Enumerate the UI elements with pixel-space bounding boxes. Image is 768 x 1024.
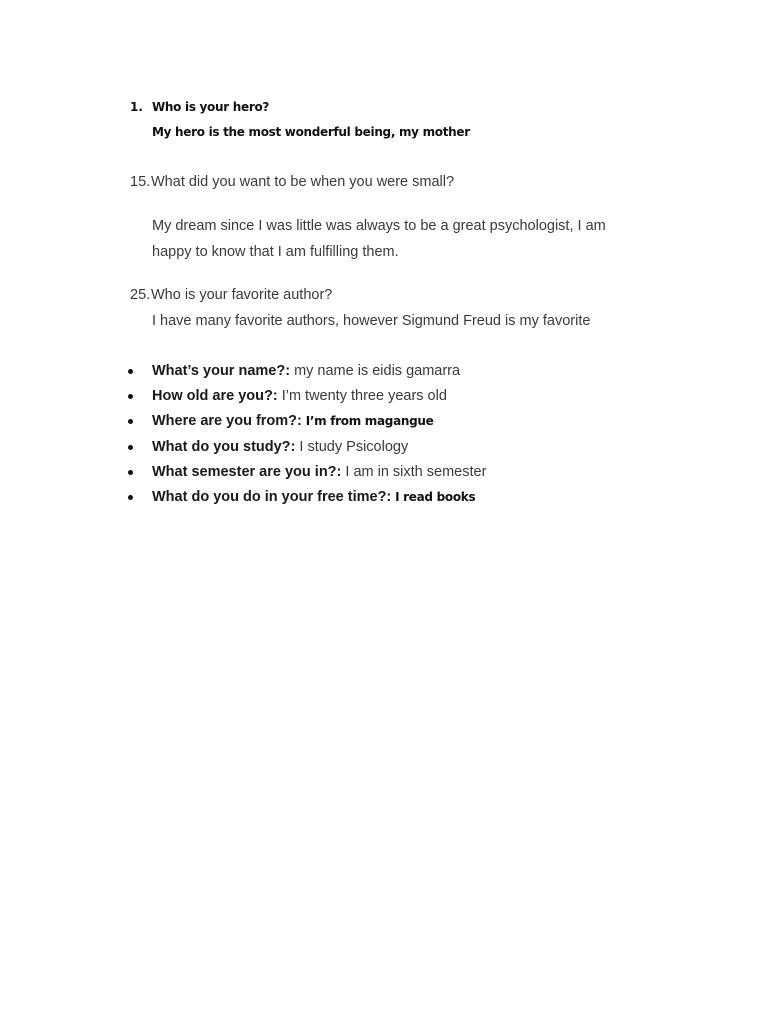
- bullet-question: What do you study?:: [152, 438, 296, 455]
- item-number: 15.: [130, 174, 151, 190]
- question-text: What did you want to be when you were small?: [151, 174, 455, 190]
- bullet-question: What do you do in your free time?:: [152, 488, 392, 505]
- bullet-question: What’s your name?:: [152, 363, 291, 379]
- question-text: Who is your favorite author?: [151, 287, 333, 303]
- question-text: Who is your hero?: [152, 100, 270, 114]
- bullet-question: What semester are you in?:: [152, 463, 342, 480]
- bullet-answer: I’m from magangue: [301, 414, 434, 429]
- bullet-answer: I study Psicology: [295, 438, 409, 455]
- bullet-answer: I am in sixth semester: [341, 463, 487, 480]
- bullet-question: Where are you from?:: [152, 413, 302, 430]
- bullet-answer: I’m twenty three years old: [277, 388, 447, 405]
- bullet-question: How old are you?:: [152, 388, 278, 405]
- bullet-icon: [128, 470, 133, 475]
- answer-text: My hero is the most wonderful being, my mother: [152, 125, 470, 139]
- bullet-icon: [128, 495, 133, 500]
- bullet-icon: [128, 369, 133, 374]
- bullet-icon: [128, 445, 133, 450]
- answer-text: I have many favorite authors, however Sigmund Freud is my favorite: [152, 313, 591, 329]
- bullet-answer: my name is eidis gamarra: [290, 363, 461, 379]
- bullet-answer: I read books: [391, 489, 476, 504]
- item-number: 1.: [130, 100, 143, 114]
- item-number: 25.: [130, 287, 151, 303]
- answer-text: My dream since I was little was always to be a great psychologist, I am happy to know that I am fulfilling them.: [152, 218, 606, 260]
- bullet-icon: [128, 419, 133, 424]
- bullet-icon: [128, 394, 133, 399]
